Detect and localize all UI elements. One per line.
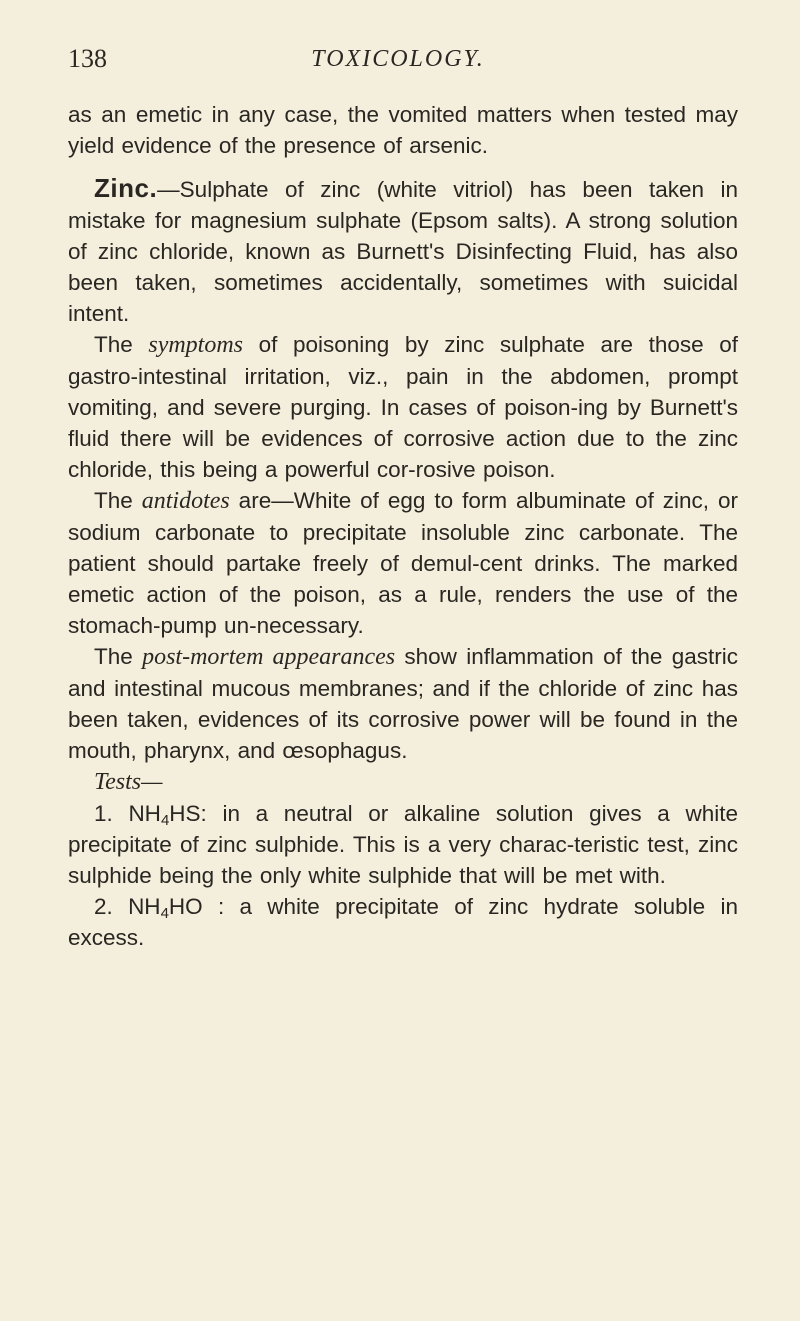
paragraph-text: : a white precipitate of zinc hydrate soluble in excess. bbox=[68, 894, 738, 950]
formula-subscript: 4 bbox=[160, 905, 169, 922]
reagent-formula bbox=[128, 894, 203, 922]
paragraph-text: as an emetic in any case, the vomited matters when tested may yield evidence of the presence of arsenic. bbox=[68, 102, 738, 158]
paragraph-text: —Sulphate of zinc (white vitriol) has been taken in mistake for magnesium sulphate (Epsom salts). A strong solution of zinc chloride, known as Burnett's Disinfecting Fluid, has also been taken, sometimes accidentally, sometimes with suicidal intent. bbox=[68, 177, 738, 326]
term-antidotes: antidotes bbox=[141, 488, 230, 514]
paragraph-text: show inflammation of the gastric and intestinal mucous membranes; and if the chloride of zinc has been taken, evidences of its corrosive power will be found in the mouth, pharynx, and œsophagus. bbox=[68, 644, 738, 763]
section-heading-zinc: Zinc. bbox=[94, 173, 158, 203]
formula-subscript: 4 bbox=[160, 812, 170, 829]
formula-part: HO bbox=[168, 894, 203, 919]
formula-part: NH bbox=[128, 801, 161, 826]
paragraph-post-mortem bbox=[68, 641, 738, 766]
running-title: TOXICOLOGY. bbox=[311, 46, 485, 72]
reagent-formula bbox=[128, 801, 201, 829]
paragraph-arsenic-continuation bbox=[68, 99, 738, 161]
paragraph-zinc-intro bbox=[68, 173, 738, 329]
paragraph-lead: The bbox=[94, 332, 149, 357]
paragraph-text: are—White of egg to form albuminate of zinc, or sodium carbonate to precipitate insoluble zinc carbonate. The patient should partake freely of demul-cent drinks. The marked emetic action of the poison, as a rule, renders the use of the stomach-pump un-necessary. bbox=[68, 488, 738, 638]
tests-heading-line bbox=[68, 766, 738, 798]
paragraph-text: : in a neutral or alkaline solution gives a white precipitate of zinc sulphide. This is a very charac-teristic test, zinc sulphide being the only white sulphide that will be met with. bbox=[68, 801, 738, 888]
paragraph-lead: The bbox=[94, 488, 142, 513]
formula-part: HS bbox=[169, 801, 201, 826]
test-item-1 bbox=[68, 798, 738, 891]
paragraph-symptoms bbox=[68, 329, 738, 485]
page-header bbox=[68, 42, 708, 82]
term-symptoms: symptoms bbox=[148, 332, 244, 358]
term-post-mortem-appearances: post-mortem appearances bbox=[142, 644, 396, 670]
test-number: 1. bbox=[94, 801, 129, 826]
paragraph-antidotes bbox=[68, 485, 738, 641]
tests-heading: Tests— bbox=[94, 769, 163, 795]
test-item-2 bbox=[68, 891, 738, 953]
test-number: 2. bbox=[94, 894, 129, 919]
paragraph-lead: The bbox=[94, 644, 143, 669]
body-text bbox=[68, 99, 738, 953]
paragraph-text: of poisoning by zinc sulphate are those of gastro-intestinal irritation, viz., pain in the abdomen, prompt vomiting, and severe purging. In cases of poison-ing by Burnett's fluid there will be evidences of corrosive action due to the zinc chloride, this being a powerful cor-rosive poison. bbox=[68, 332, 738, 482]
formula-part: NH bbox=[128, 894, 161, 919]
page-number: 138 bbox=[68, 44, 107, 73]
